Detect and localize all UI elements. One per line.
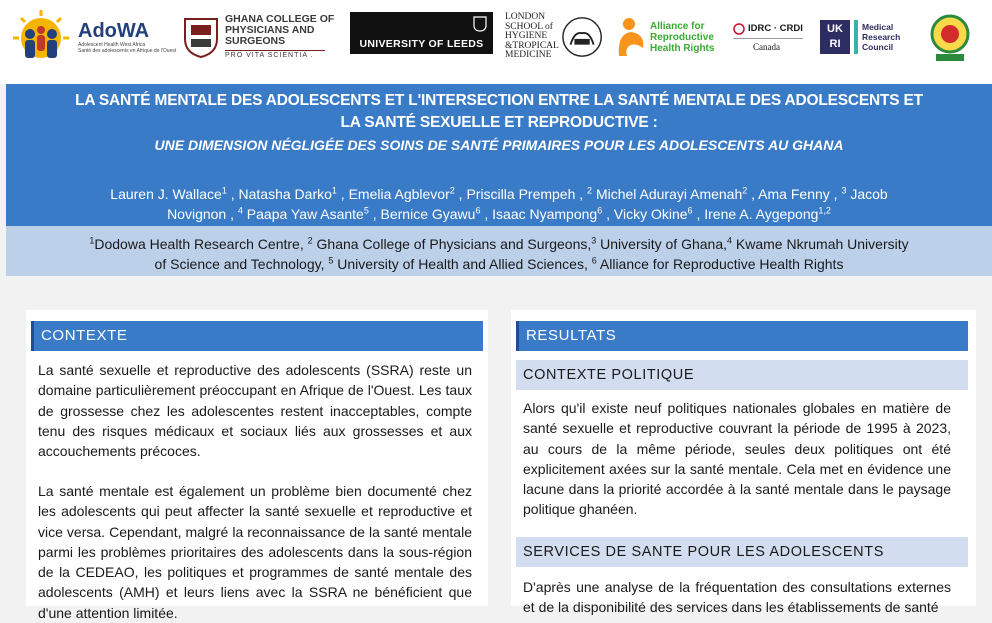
politique-subheading: CONTEXTE POLITIQUE: [516, 360, 968, 390]
mrc-logo: [820, 8, 920, 66]
leeds-logo: [350, 12, 493, 54]
idrc-globe-icon: [733, 23, 745, 35]
lshtm-line-5: MEDICINE: [505, 50, 552, 61]
affil-sup: 4: [727, 235, 733, 246]
author-sup: 6: [687, 205, 693, 216]
arhr-logo: [615, 8, 725, 66]
services-subheading: SERVICES DE SANTE POUR LES ADOLESCENTS: [516, 537, 968, 567]
author-name: Lauren J. Wallace: [110, 186, 222, 202]
affil-sup: 1: [89, 235, 95, 246]
author-name: , Isaac Nyampong: [480, 206, 598, 222]
resultats-heading: RESULTATS: [516, 321, 968, 351]
lshtm-logo: [505, 8, 603, 66]
adowa-tagline-1: Adolescent Health West Africa: [78, 42, 146, 48]
adowa-tagline-2: Santé des adolescents en Afrique de l'Ouest: [78, 48, 177, 54]
affil-text: Kwame Nkrumah University: [732, 236, 909, 252]
affil-sup: 3: [591, 235, 597, 246]
author-name: , Natasha Darko: [226, 186, 332, 202]
poster-title: [6, 90, 992, 134]
author-sup: 2: [587, 185, 593, 196]
logo-bar: [0, 0, 992, 84]
author-sup: 5: [363, 205, 369, 216]
affil-sup: 6: [591, 255, 597, 266]
affil-text: Alliance for Reproductive Health Rights: [596, 256, 844, 272]
contexte-paragraph-2: La santé mentale est également un problème bien documenté chez les adolescents qui peut affecter la santé sexuelle et reproductive et vice versa. Cependant, malgré la reconnaissance de la santé mentale parmi les problèmes prioritaires des adolescents dans la sous-région de la CEDEAO, les politiques et programmes de santé mentale des adolescents (AMH) et leurs liens avec la SSRA ne bénéficient que d'une attention limitée.: [38, 483, 472, 621]
adowa-emblem-icon: [8, 8, 74, 66]
affil-text: University of Health and Allied Sciences,: [333, 256, 592, 272]
author-sup: 6: [597, 205, 603, 216]
lshtm-line-1: LONDON: [505, 12, 546, 23]
author-name: , Priscilla Prempeh ,: [454, 186, 588, 202]
author-name: , Ama Fenny ,: [747, 186, 842, 202]
lshtm-line-4: &TROPICAL: [505, 40, 559, 51]
ukri-block-icon: UK RI: [820, 20, 850, 54]
adowa-name: AdoWA: [78, 20, 150, 42]
idrc-logo: [733, 8, 813, 66]
gcps-line-3: SURGEONS: [225, 34, 286, 47]
gcps-line-2: PHYSICIANS AND: [225, 23, 315, 36]
poster-subtitle: UNE DIMENSION NÉGLIGÉE DES SOINS DE SANTÉ PRIMAIRES POUR LES ADOLESCENTS AU GHANA: [154, 137, 844, 153]
author-list: [26, 184, 972, 224]
author-name: , Bernice Gyawu: [368, 206, 476, 222]
lshtm-line-3: HYGIENE: [505, 31, 548, 42]
arhr-emblem-icon: [615, 16, 647, 58]
idrc-name: IDRC · CRDI: [748, 23, 803, 34]
arhr-line-1: Alliance for: [650, 20, 705, 32]
mrc-line-2: Research: [862, 32, 901, 42]
idrc-canada: Canada: [753, 41, 780, 52]
author-sup: 1: [221, 185, 227, 196]
politique-paragraph: Alors qu'il existe neuf politiques nationales globales en matière de santé sexuelle et reproductive couvrant la période de 1995 à 2023, au cours de la même période, seules deux politiques ont été explicitement axées sur la santé mentale. Cela met en évidence une lacune dans la priorité accordée à la santé mentale dans le paysage politique ghanéen.: [523, 400, 951, 518]
ghs-logo: [928, 8, 978, 66]
author-name: , Vicky Okine: [602, 206, 688, 222]
poster-title-line-2: LA SANTÉ SEXUELLE ET REPRODUCTIVE :: [340, 114, 658, 131]
affil-text: University of Ghana,: [596, 236, 727, 252]
leeds-crest-icon: [473, 16, 487, 32]
affil-text: Ghana College of Physicians and Surgeons,: [312, 236, 592, 252]
author-name: Novignon ,: [167, 206, 238, 222]
mrc-line-3: Council: [862, 42, 894, 52]
affil-sup: 2: [307, 235, 313, 246]
lshtm-line-2: SCHOOL of: [505, 21, 553, 32]
services-paragraph: D'après une analyse de la fréquentation des consultations externes et de la disponibilité des services dans les établissements de santé: [523, 579, 951, 616]
author-name: Jacob: [846, 186, 888, 202]
affil-sup: 5: [328, 255, 334, 266]
author-sup: 3: [841, 185, 847, 196]
arhr-line-2: Reproductive: [650, 31, 714, 43]
author-name: Michel Adurayi Amenah: [592, 186, 743, 202]
author-sup: 2: [449, 185, 455, 196]
gcps-logo: [183, 8, 343, 66]
contexte-paragraph-1: La santé sexuelle et reproductive des adolescents (SSRA) reste un domaine particulièrement préoccupant en Afrique de l'Ouest. Les taux de grossesse chez les adolescentes restent inacceptables, compte tenu des risques médicaux et sociaux liés aux grossesses et aux accouchements précoces.: [38, 362, 472, 460]
author-sup: 6: [475, 205, 481, 216]
author-sup: 1: [331, 185, 337, 196]
arhr-line-3: Health Rights: [650, 42, 715, 54]
affil-text: of Science and Technology,: [154, 256, 329, 272]
author-sup: 1,2: [818, 205, 831, 216]
author-name: , Irene A. Aygepong: [692, 206, 819, 222]
leeds-name: UNIVERSITY OF LEEDS: [359, 38, 484, 50]
gcps-crest-icon: [183, 15, 219, 59]
lshtm-emblem-icon: [561, 15, 603, 59]
author-sup: 4: [237, 205, 243, 216]
contexte-heading: CONTEXTE: [31, 321, 483, 351]
ghs-emblem-icon: [928, 10, 972, 64]
affiliations: [26, 234, 972, 274]
author-name: Paapa Yaw Asante: [242, 206, 364, 222]
author-sup: 2: [742, 185, 748, 196]
gcps-line-1: GHANA COLLEGE OF: [225, 12, 335, 25]
affil-text: Dodowa Health Research Centre,: [94, 236, 308, 252]
poster-title-line-1: LA SANTÉ MENTALE DES ADOLESCENTS ET L'INTERSECTION ENTRE LA SANTÉ MENTALE DES ADOLESCENTS ET: [75, 92, 923, 109]
author-name: , Emelia Agblevor: [336, 186, 450, 202]
mrc-line-1: Medical: [862, 22, 894, 32]
affiliations-band: [6, 226, 992, 276]
gcps-motto: PRO VITA SCIENTIA .: [225, 51, 314, 59]
adowa-logo: [8, 8, 178, 66]
title-band: [6, 84, 992, 226]
